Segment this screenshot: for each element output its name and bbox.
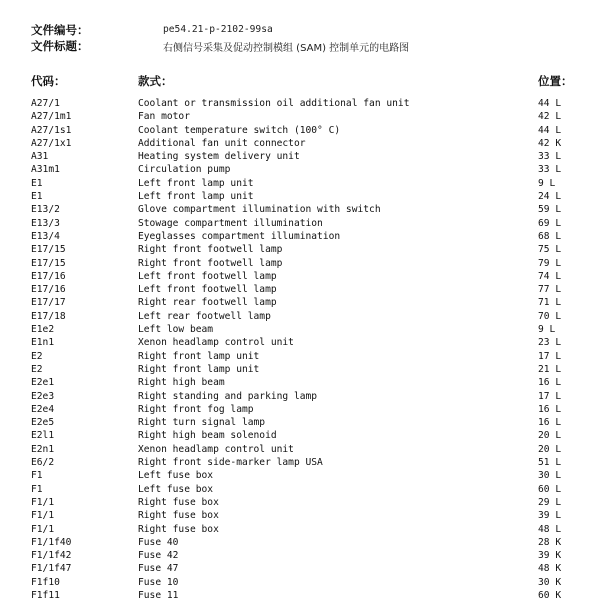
table-row — [0, 190, 601, 203]
row-code: E17/17 — [31, 297, 66, 309]
row-position: 44 L — [538, 98, 562, 109]
row-code: F1/1 — [31, 510, 55, 522]
row-code: E2e4 — [31, 403, 55, 415]
row-description: Left front footwell lamp — [138, 284, 277, 296]
row-code: A27/1x1 — [31, 137, 72, 149]
table-row — [0, 429, 601, 442]
row-position: 28 K — [538, 536, 562, 548]
row-description: Left front lamp unit — [138, 191, 254, 203]
row-description: Fuse 42 — [138, 550, 179, 562]
table-row — [0, 323, 601, 336]
table-row — [0, 456, 601, 469]
row-code: E17/18 — [31, 310, 66, 322]
table-row — [0, 363, 601, 376]
row-position: 17 L — [538, 390, 562, 402]
table-row — [0, 509, 601, 522]
row-position: 44 L — [538, 124, 562, 136]
row-code: F1/1f47 — [31, 563, 72, 575]
row-code: E17/15 — [31, 257, 66, 269]
row-description: Fuse 11 — [138, 589, 179, 601]
row-code: E13/2 — [31, 204, 60, 216]
row-code: A27/1m1 — [31, 111, 72, 123]
row-position: 77 L — [538, 284, 562, 296]
row-position: 60 L — [538, 483, 562, 495]
row-code: E17/15 — [31, 244, 66, 256]
table-row — [0, 203, 601, 216]
table-row — [0, 150, 601, 163]
row-code: F1 — [31, 470, 43, 482]
row-position: 69 L — [538, 217, 562, 229]
table-row — [0, 376, 601, 389]
row-position: 60 K — [538, 589, 562, 601]
table-row — [0, 549, 601, 562]
row-position: 75 L — [538, 244, 562, 256]
row-description: Eyeglasses compartment illumination — [138, 230, 341, 242]
row-position: 9 L — [538, 324, 556, 336]
row-description: Heating system delivery unit — [138, 151, 300, 163]
row-code: E2n1 — [31, 443, 55, 455]
table-row — [0, 469, 601, 482]
row-position: 59 L — [538, 204, 562, 216]
row-description: Left rear footwell lamp — [138, 310, 271, 322]
table-row — [0, 350, 601, 363]
file-title-value: 右侧信号采集及促动控制模组 (SAM) 控制单元的电路图 — [163, 43, 410, 54]
row-description: Right front lamp unit — [138, 363, 260, 375]
row-code: E2 — [31, 350, 43, 362]
row-position: 17 L — [538, 350, 562, 362]
row-code: A27/1s1 — [31, 124, 72, 136]
row-description: Left front footwell lamp — [138, 270, 277, 282]
row-position: 16 L — [538, 377, 562, 389]
row-code: E1e2 — [31, 324, 55, 336]
column-header-position: 位置： — [538, 74, 573, 88]
row-description: Fan motor — [138, 111, 190, 123]
table-row — [0, 296, 601, 309]
table-row — [0, 496, 601, 509]
row-position: 33 L — [538, 164, 562, 176]
row-code: E2e3 — [31, 390, 55, 402]
row-description: Xenon headlamp control unit — [138, 337, 294, 349]
row-position: 16 L — [538, 403, 562, 415]
row-position: 39 K — [538, 550, 562, 562]
table-row — [0, 243, 601, 256]
row-position: 30 L — [538, 470, 562, 482]
row-position: 39 L — [538, 510, 562, 522]
row-description: Additional fan unit connector — [138, 137, 306, 149]
file-title-label: 文件标题： — [31, 39, 89, 53]
row-position: 24 L — [538, 191, 562, 203]
table-row — [0, 177, 601, 190]
row-description: Left low beam — [138, 324, 214, 336]
row-code: E1 — [31, 177, 43, 189]
row-position: 48 L — [538, 523, 562, 535]
table-row — [0, 163, 601, 176]
row-description: Right front lamp unit — [138, 350, 260, 362]
table-row — [0, 576, 601, 589]
row-description: Right high beam — [138, 377, 225, 389]
row-code: E17/16 — [31, 284, 66, 296]
row-position: 20 L — [538, 430, 562, 442]
row-position: 33 L — [538, 151, 562, 163]
row-description: Stowage compartment illumination — [138, 217, 323, 229]
row-position: 9 L — [538, 177, 556, 189]
row-code: A31 — [31, 151, 49, 163]
row-description: Right fuse box — [138, 510, 219, 522]
table-row — [0, 110, 601, 123]
row-code: E6/2 — [31, 457, 55, 469]
row-position: 48 K — [538, 563, 562, 575]
row-description: Left fuse box — [138, 470, 214, 482]
row-description: Right standing and parking lamp — [138, 390, 318, 402]
row-description: Coolant or transmission oil additional fan unit — [138, 98, 410, 109]
table-row — [0, 137, 601, 150]
row-code: F1f10 — [31, 576, 60, 588]
row-code: F1/1 — [31, 496, 55, 508]
row-description: Left front lamp unit — [138, 177, 254, 189]
row-position: 29 L — [538, 496, 562, 508]
row-code: A31m1 — [31, 164, 60, 176]
row-code: E2e5 — [31, 417, 55, 429]
row-description: Glove compartment illumination with switch — [138, 204, 381, 216]
row-description: Right front side-marker lamp USA — [138, 457, 323, 469]
row-description: Coolant temperature switch (100° C) — [138, 124, 341, 136]
row-code: E2e1 — [31, 377, 55, 389]
table-row — [0, 257, 601, 270]
row-code: F1/1f42 — [31, 550, 72, 562]
row-code: E2l1 — [31, 430, 55, 442]
row-description: Circulation pump — [138, 164, 231, 176]
row-position: 74 L — [538, 270, 562, 282]
row-position: 42 K — [538, 137, 562, 149]
row-code: E2 — [31, 363, 43, 375]
table-row — [0, 536, 601, 549]
table-row — [0, 390, 601, 403]
row-description: Right front fog lamp — [138, 403, 254, 415]
row-code: F1/1 — [31, 523, 55, 535]
row-description: Right fuse box — [138, 496, 219, 508]
file-number-label: 文件编号： — [31, 23, 89, 37]
row-description: Right fuse box — [138, 523, 219, 535]
table-row — [0, 403, 601, 416]
table-row — [0, 483, 601, 496]
row-position: 51 L — [538, 457, 562, 469]
row-position: 30 K — [538, 576, 562, 588]
table-row — [0, 270, 601, 283]
row-position: 71 L — [538, 297, 562, 309]
row-position: 79 L — [538, 257, 562, 269]
row-description: Right rear footwell lamp — [138, 297, 277, 309]
row-position: 21 L — [538, 363, 562, 375]
row-code: E1 — [31, 191, 43, 203]
table-row — [0, 589, 601, 602]
table-row — [0, 523, 601, 536]
row-code: F1f11 — [31, 589, 60, 601]
table-row — [0, 217, 601, 230]
row-description: Fuse 47 — [138, 563, 179, 575]
column-header-code: 代码： — [31, 74, 66, 88]
row-code: E17/16 — [31, 270, 66, 282]
row-code: E13/4 — [31, 230, 60, 242]
row-description: Right front footwell lamp — [138, 257, 283, 269]
table-row — [0, 562, 601, 575]
row-description: Right turn signal lamp — [138, 417, 266, 429]
row-description: Left fuse box — [138, 483, 214, 495]
table-row — [0, 443, 601, 456]
row-description: Right high beam solenoid — [138, 430, 277, 442]
row-position: 23 L — [538, 337, 562, 349]
file-number-value: pe54.21-p-2102-99sa — [163, 24, 273, 35]
table-row — [0, 416, 601, 429]
table-row — [0, 97, 601, 110]
row-code: E13/3 — [31, 217, 60, 229]
row-code: A27/1 — [31, 98, 60, 109]
column-header-description: 款式： — [138, 74, 173, 88]
table-row — [0, 124, 601, 137]
table-row — [0, 310, 601, 323]
row-code: F1 — [31, 483, 43, 495]
row-position: 70 L — [538, 310, 562, 322]
row-position: 16 L — [538, 417, 562, 429]
table-row — [0, 230, 601, 243]
row-description: Xenon headlamp control unit — [138, 443, 294, 455]
row-description: Fuse 40 — [138, 536, 179, 548]
row-position: 68 L — [538, 230, 562, 242]
row-description: Right front footwell lamp — [138, 244, 283, 256]
row-code: E1n1 — [31, 337, 55, 349]
row-code: F1/1f40 — [31, 536, 72, 548]
component-table — [0, 97, 601, 602]
table-row — [0, 283, 601, 296]
row-position: 42 L — [538, 111, 562, 123]
table-row — [0, 336, 601, 349]
row-description: Fuse 10 — [138, 576, 179, 588]
row-position: 20 L — [538, 443, 562, 455]
